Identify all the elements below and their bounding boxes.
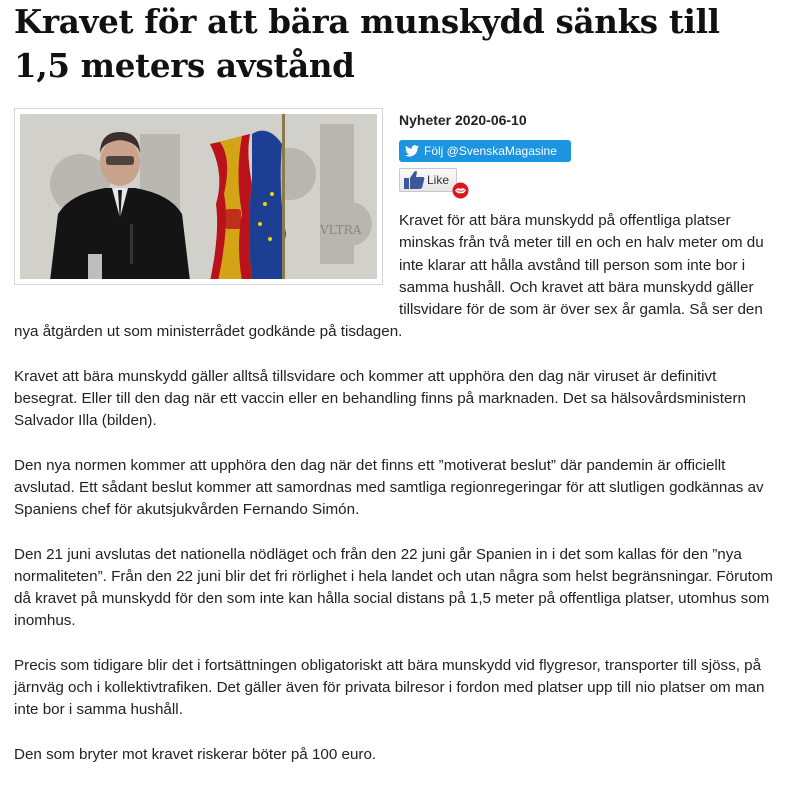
twitter-follow-button[interactable] bbox=[399, 140, 571, 162]
article-paragraph: Kravet att bära munskydd gäller alltså tillsvidare och kommer att upphöra den dag när viruset är definitivt besegrat. Eller till den dag när ett vaccin eller en behandling finns på marknaden. Det sa hälsovårdsministern Salvador Illa (bilden). bbox=[14, 367, 746, 430]
red-lips-icon bbox=[452, 182, 469, 199]
article-title: Kravet för att bära munskydd sänks till 1,5 meters avstånd bbox=[14, 2, 720, 85]
article-body bbox=[14, 210, 778, 788]
twitter-follow-label: Följ @SvenskaMagasine bbox=[424, 144, 557, 158]
thumbs-up-icon bbox=[403, 170, 425, 190]
article-paragraph: Kravet för att bära munskydd på offentliga platser minskas från två meter till en och en halv meter om du inte klarar att hålla avstånd till person som inte bor i samma hushåll. Och kravet att bära munskydd gäller tillsvidare för de som är över sex år gamla. Så ser den nya åtgärden ut som ministerrådet godkände på tisdagen. bbox=[14, 212, 764, 341]
svg-text:VLTRA: VLTRA bbox=[320, 223, 362, 237]
article-paragraph: Precis som tidigare blir det i fortsättningen obligatoriskt att bära munskydd vid flygresor, transporter till sjöss, på järnväg och i kollektivtrafiken. Det gäller även för privata bilresor i fordon med platser upp till nio platser om man inte bor i samma hushåll. bbox=[14, 656, 765, 719]
facebook-like-button[interactable] bbox=[399, 168, 457, 192]
image-float-spacer bbox=[14, 210, 399, 302]
article-paragraph: Den 21 juni avslutas det nationella nödläget och från den 22 juni går Spanien in i det som kallas för den ”nya normaliteten”. Från den 22 juni blir det fri rörlighet i hela landet och utan några som helst begränsningar. Förutom då kravet på munskydd för den som inte kan hålla social distans på 1,5 meter på offentliga platser, utomhus som inomhus. bbox=[14, 545, 773, 630]
article-meta-date: Nyheter 2020-06-10 bbox=[399, 112, 527, 128]
like-label: Like bbox=[427, 173, 450, 187]
twitter-bird-icon bbox=[405, 145, 419, 157]
article-paragraph: Den som bryter mot kravet riskerar böter på 100 euro. bbox=[14, 745, 377, 763]
article-paragraph: Den nya normen kommer att upphöra den dag när det finns ett ”motiverat beslut” där pandemin är officiellt avslutad. Ett sådant beslut kommer att samordnas med samtliga regionregeringar för att slutligen godkännas av Spaniens chef för akutsjukvården Fernando Simón. bbox=[14, 456, 764, 519]
